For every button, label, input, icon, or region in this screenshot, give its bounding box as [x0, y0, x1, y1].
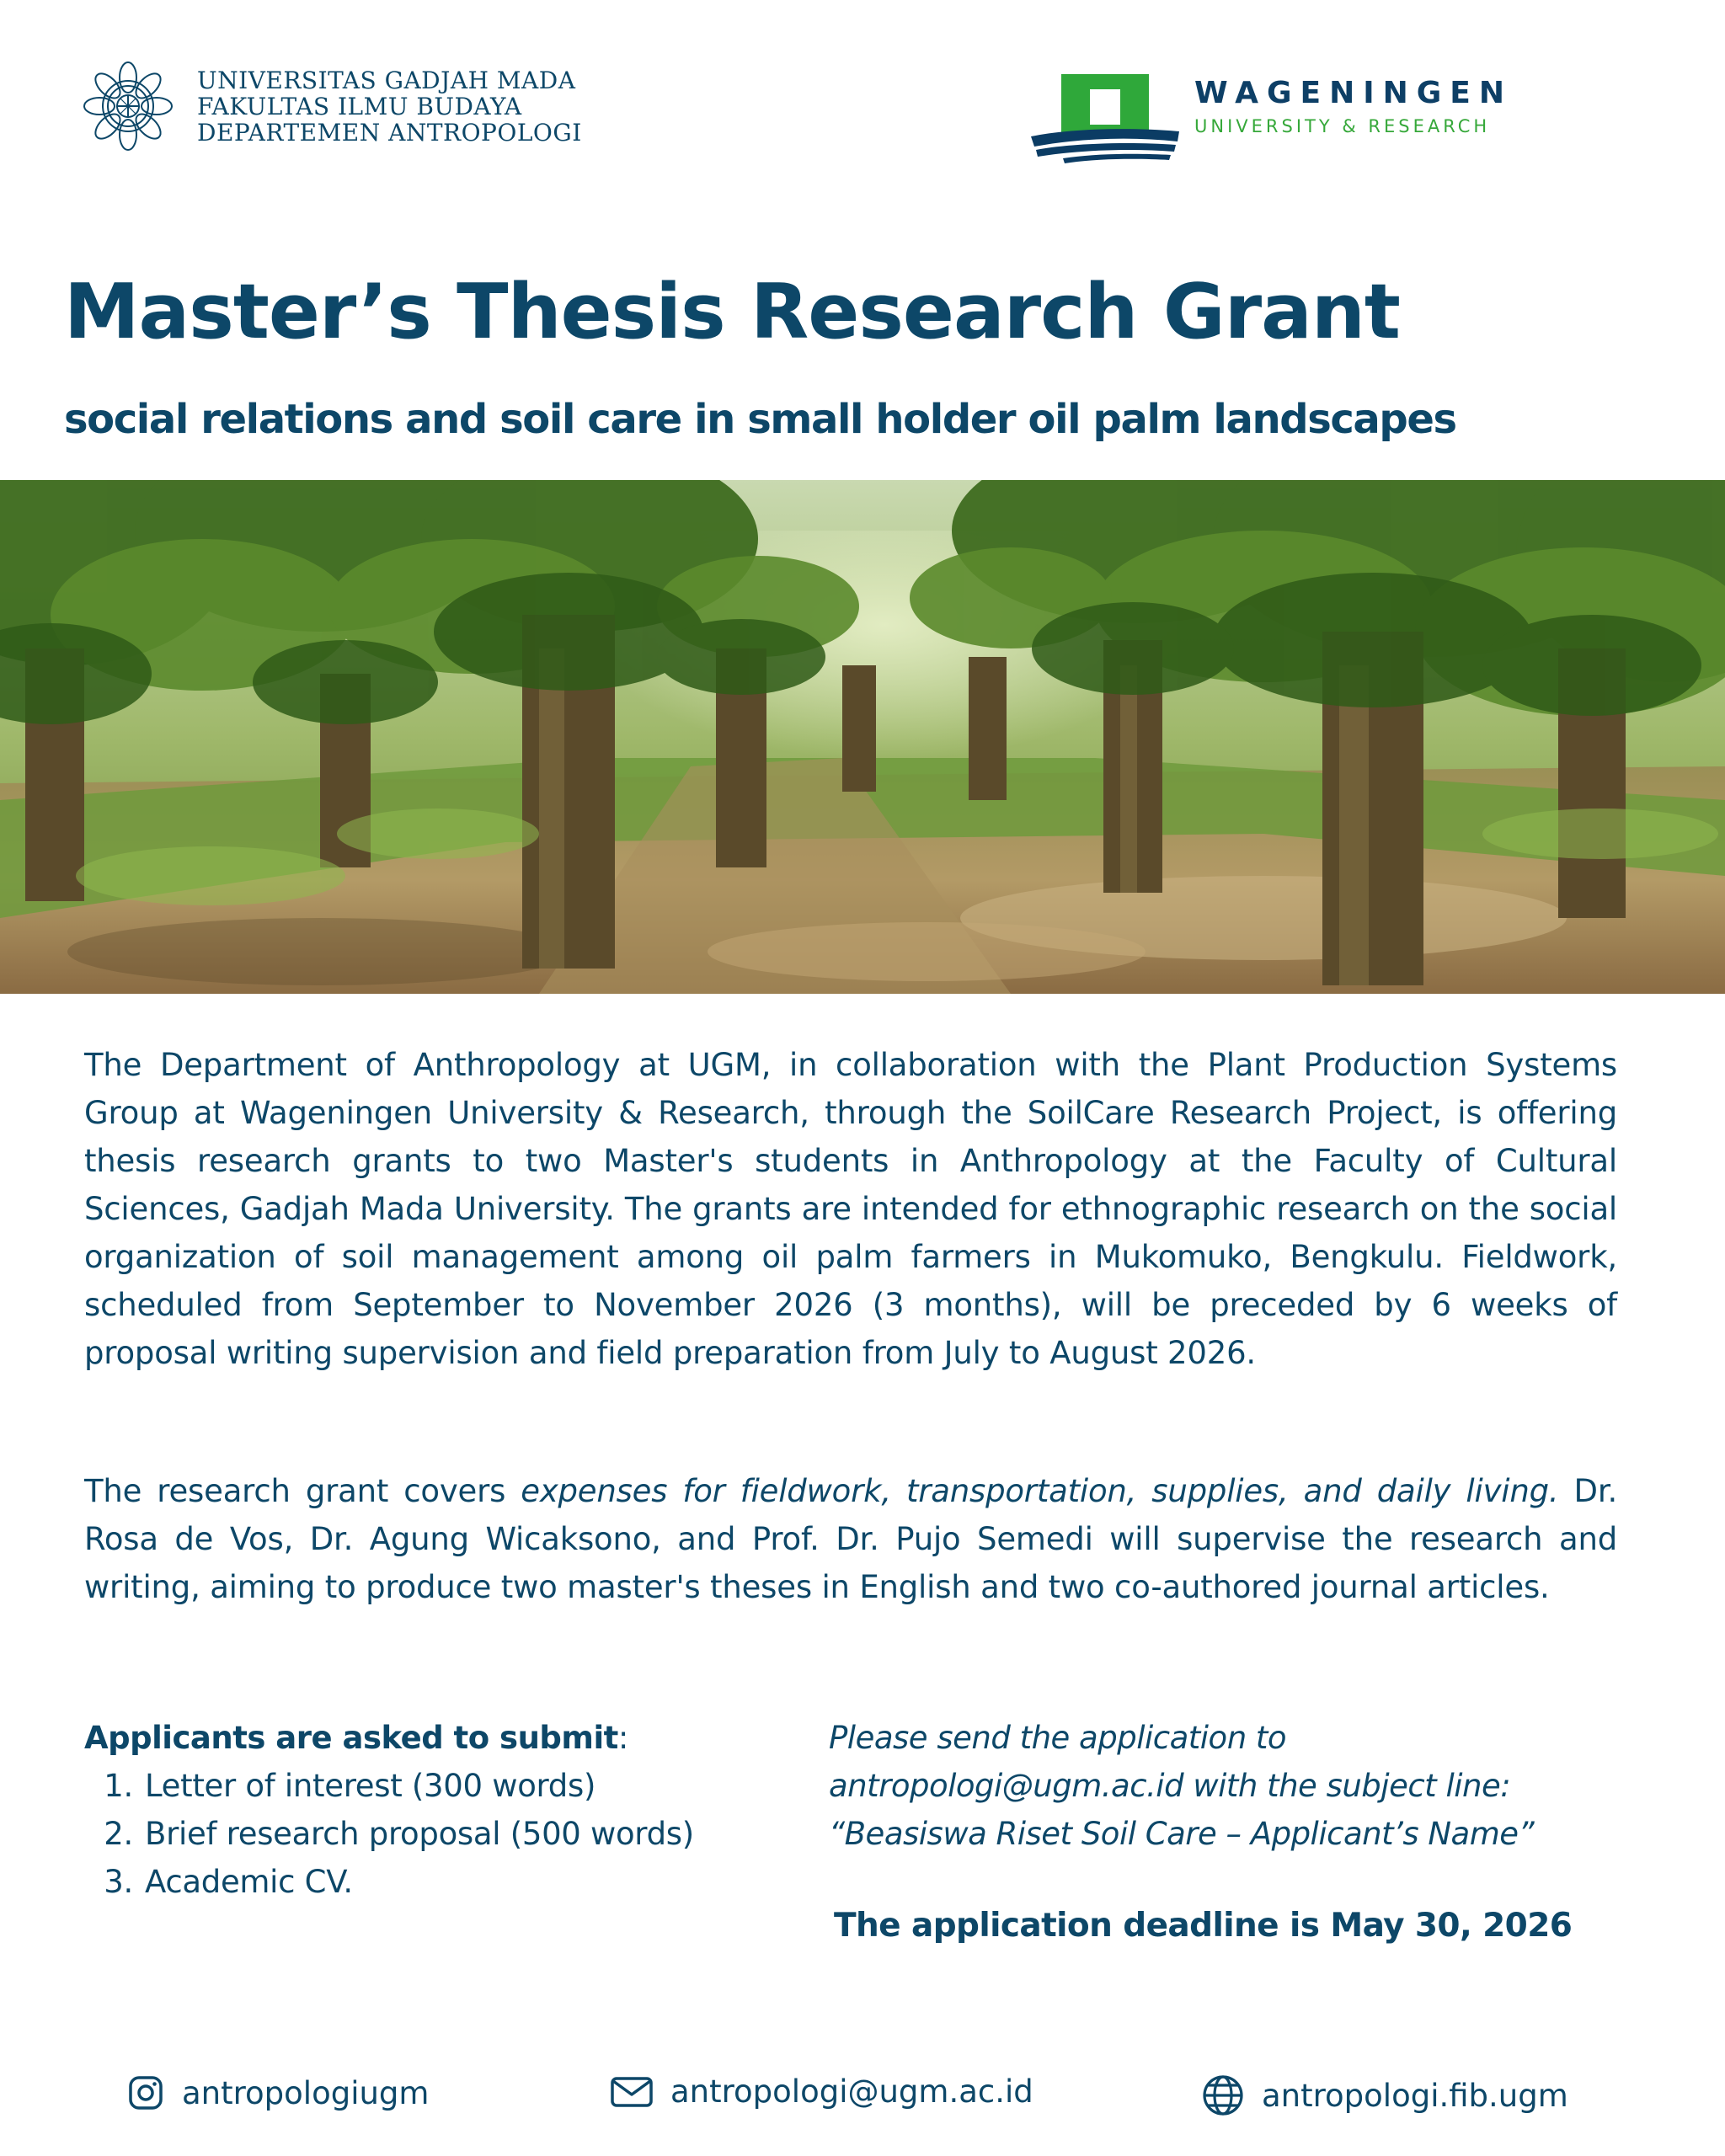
grant-coverage-lead: The research grant covers — [84, 1473, 521, 1509]
ugm-faculty-name: FAKULTAS ILMU BUDAYA — [197, 93, 522, 120]
list-item-number: 1. — [104, 1768, 133, 1804]
list-item-text: Brief research proposal (500 words) — [145, 1816, 694, 1852]
website-link[interactable] — [1201, 2073, 1568, 2117]
wur-name: WAGENINGEN — [1194, 76, 1514, 110]
grant-coverage-emphasis: expenses for fieldwork, transportation, supplies, and daily living. — [521, 1473, 1559, 1509]
page-title: Master’s Thesis Research Grant — [64, 268, 1400, 356]
intro-paragraph: The Department of Anthropology at UGM, in collaboration with the Plant Production Systems Group at Wageningen University & Research, through the SoilCare Research Project, is offering thesis research grants to two Master's students in Anthropology at the Faculty of Cultural Sciences, Gadjah Mada University. The grants are intended for ethnographic research on the social organization of soil management among oil palm farmers in Mukomuko, Bengkulu. Fieldwork, scheduled from September to November 2026 (3 months), will be preceded by 6 weeks of proposal writing supervision and field preparation from July to August 2026. — [84, 1047, 1617, 1371]
globe-icon — [1201, 2073, 1245, 2117]
grant-coverage-rest: Dr. Rosa de Vos, Dr. Agung Wicaksono, and Prof. Dr. Pujo Semedi will supervise the research and writing, aiming to produce two master's theses in English and two co-authored journal articles. — [84, 1473, 1618, 1605]
send-line-1: Please send the application to — [829, 1720, 1287, 1756]
email-link[interactable] — [610, 2073, 1033, 2110]
list-item — [84, 1858, 817, 1906]
ugm-university-name: UNIVERSITAS GADJAH MADA — [197, 67, 576, 94]
page-subtitle: social relations and soil care in small holder oil palm landscapes — [64, 396, 1456, 443]
email-address: antropologi@ugm.ac.id — [670, 2073, 1033, 2110]
list-item-text: Academic CV. — [145, 1864, 353, 1900]
applicants-heading-colon: : — [617, 1720, 628, 1756]
applicants-heading-text: Applicants are asked to submit — [84, 1720, 618, 1756]
list-item — [84, 1810, 817, 1858]
mail-icon — [610, 2075, 654, 2109]
ugm-emblem-icon — [81, 59, 175, 153]
wur-subtitle: UNIVERSITY & RESEARCH — [1194, 116, 1491, 136]
applicants-heading — [84, 1714, 817, 1762]
wur-logo-icon — [1029, 71, 1181, 163]
grant-coverage-paragraph — [84, 1467, 1617, 1611]
list-item-text: Letter of interest (300 words) — [145, 1768, 596, 1804]
ugm-department-name: DEPARTEMEN ANTROPOLOGI — [197, 119, 582, 147]
send-subject-line: “Beasiswa Riset Soil Care – Applicant’s Name” — [829, 1816, 1535, 1852]
instagram-link[interactable] — [126, 2073, 429, 2112]
send-instructions — [829, 1714, 1671, 1858]
website-url: antropologi.fib.ugm — [1262, 2077, 1568, 2114]
application-deadline: The application deadline is May 30, 2026 — [834, 1907, 1573, 1945]
applicants-section — [84, 1714, 817, 1906]
oil-palm-plantation-photo — [0, 480, 1725, 994]
list-item-number: 3. — [104, 1864, 133, 1900]
list-item — [84, 1762, 817, 1810]
send-email-line: antropologi@ugm.ac.id with the subject line: — [829, 1768, 1511, 1804]
instagram-icon — [126, 2073, 165, 2112]
instagram-handle: antropologiugm — [182, 2074, 430, 2111]
ugm-department-text — [197, 67, 582, 146]
list-item-number: 2. — [104, 1816, 133, 1852]
